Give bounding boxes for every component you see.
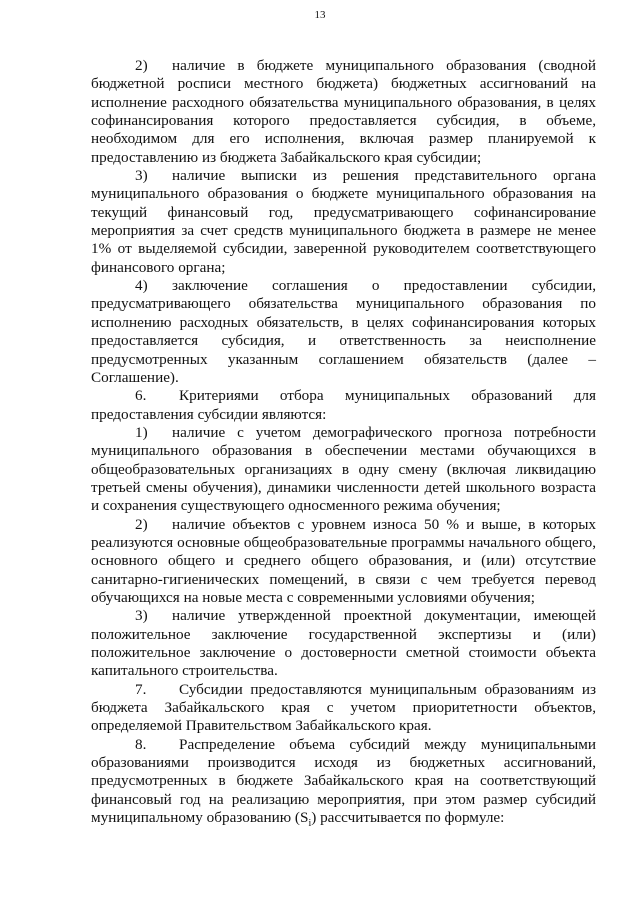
paragraph-text: наличие с учетом демографического прогноза потребности муниципального образования в обеспечении местами обучающихся в общеобразовательных организациях в одну смену (включая ликвидацию третьей смены обучения), динамики численности детей школьного возраста и сохранения существующего односменного режима обучения; bbox=[91, 423, 596, 515]
paragraph-number: 4) bbox=[135, 277, 148, 295]
paragraph-section-7 bbox=[91, 681, 596, 736]
document-body bbox=[91, 57, 596, 830]
paragraph-criterion-2 bbox=[91, 516, 596, 608]
paragraph-text: Распределение объема субсидий между муниципальными образованиями производится исходя из бюджетных ассигнований, предусмотренных в бюджете Забайкальского края на соответствующий финансовый год на реализацию мероприятия, при этом размер субсидий муниципальному образованию (S bbox=[91, 735, 596, 827]
paragraph-text: Критериями отбора муниципальных образований для предоставления субсидии являются: bbox=[91, 387, 596, 423]
paragraph-number: 6. bbox=[135, 387, 147, 405]
paragraph-text: заключение соглашения о предоставлении субсидии, предусматривающего обязательства муниципального образования по исполнению расходных обязательств, в целях софинансирования которых предоставляется субсидия, и ответственность за неисполнение предусмотренных указанным соглашением обязательств (далее – Соглашение). bbox=[91, 277, 596, 386]
paragraph-section-8 bbox=[91, 736, 596, 828]
subscript-index: i bbox=[308, 818, 312, 830]
paragraph-criterion-1 bbox=[91, 424, 596, 516]
paragraph-text-tail: ) рассчитывается по формуле: bbox=[311, 809, 505, 827]
paragraph-number: 3) bbox=[135, 607, 148, 625]
paragraph-number: 1) bbox=[135, 423, 148, 441]
paragraph-text: наличие выписки из решения представительного органа муниципального образования о бюджете муниципального образования на текущий финансовый год, предусматривающего софинансирование мероприятия за счет средств муниципального бюджета в размере не менее 1% от выделяемой субсидии, заверенной руководителем соответствующего финансового органа; bbox=[91, 167, 596, 276]
paragraph-condition-4 bbox=[91, 277, 596, 387]
paragraph-number: 2) bbox=[135, 515, 148, 533]
paragraph-number: 8. bbox=[135, 735, 147, 753]
paragraph-number: 7. bbox=[135, 680, 147, 698]
paragraph-text: Субсидии предоставляются муниципальным образованиям из бюджета Забайкальского края с учетом приоритетности объектов, определяемой Правительством Забайкальского края. bbox=[91, 680, 596, 735]
paragraph-criterion-3 bbox=[91, 607, 596, 680]
paragraph-number: 2) bbox=[135, 57, 148, 74]
paragraph-section-6 bbox=[91, 387, 596, 424]
paragraph-text: наличие объектов с уровнем износа 50 % и выше, в которых реализуются основные общеобразовательные программы начального общего, основного общего и среднего общего образования, и (или) отсутствие санитарно-гигиенических помещений, в связи с чем требуется перевод обучающихся на новые места с современными условиями обучения; bbox=[91, 515, 596, 606]
paragraph-condition-3 bbox=[91, 167, 596, 277]
paragraph-text: наличие утвержденной проектной документации, имеющей положительное заключение государственной экспертизы и (или) положительное заключение о достоверности сметной стоимости объекта капитального строительства. bbox=[91, 607, 596, 680]
paragraph-condition-2 bbox=[91, 57, 596, 167]
page-number: 13 bbox=[314, 9, 326, 21]
paragraph-text: наличие в бюджете муниципального образования (сводной бюджетной росписи местного бюджета) бюджетных ассигнований на исполнение расходного обязательства муниципального образования, в целях софинансирования которого предоставляется субсидия, в объеме, необходимом для его исполнения, включая размер планируемой к предоставлению из бюджета Забайкальского края субсидии; bbox=[91, 57, 596, 166]
paragraph-number: 3) bbox=[135, 167, 148, 185]
